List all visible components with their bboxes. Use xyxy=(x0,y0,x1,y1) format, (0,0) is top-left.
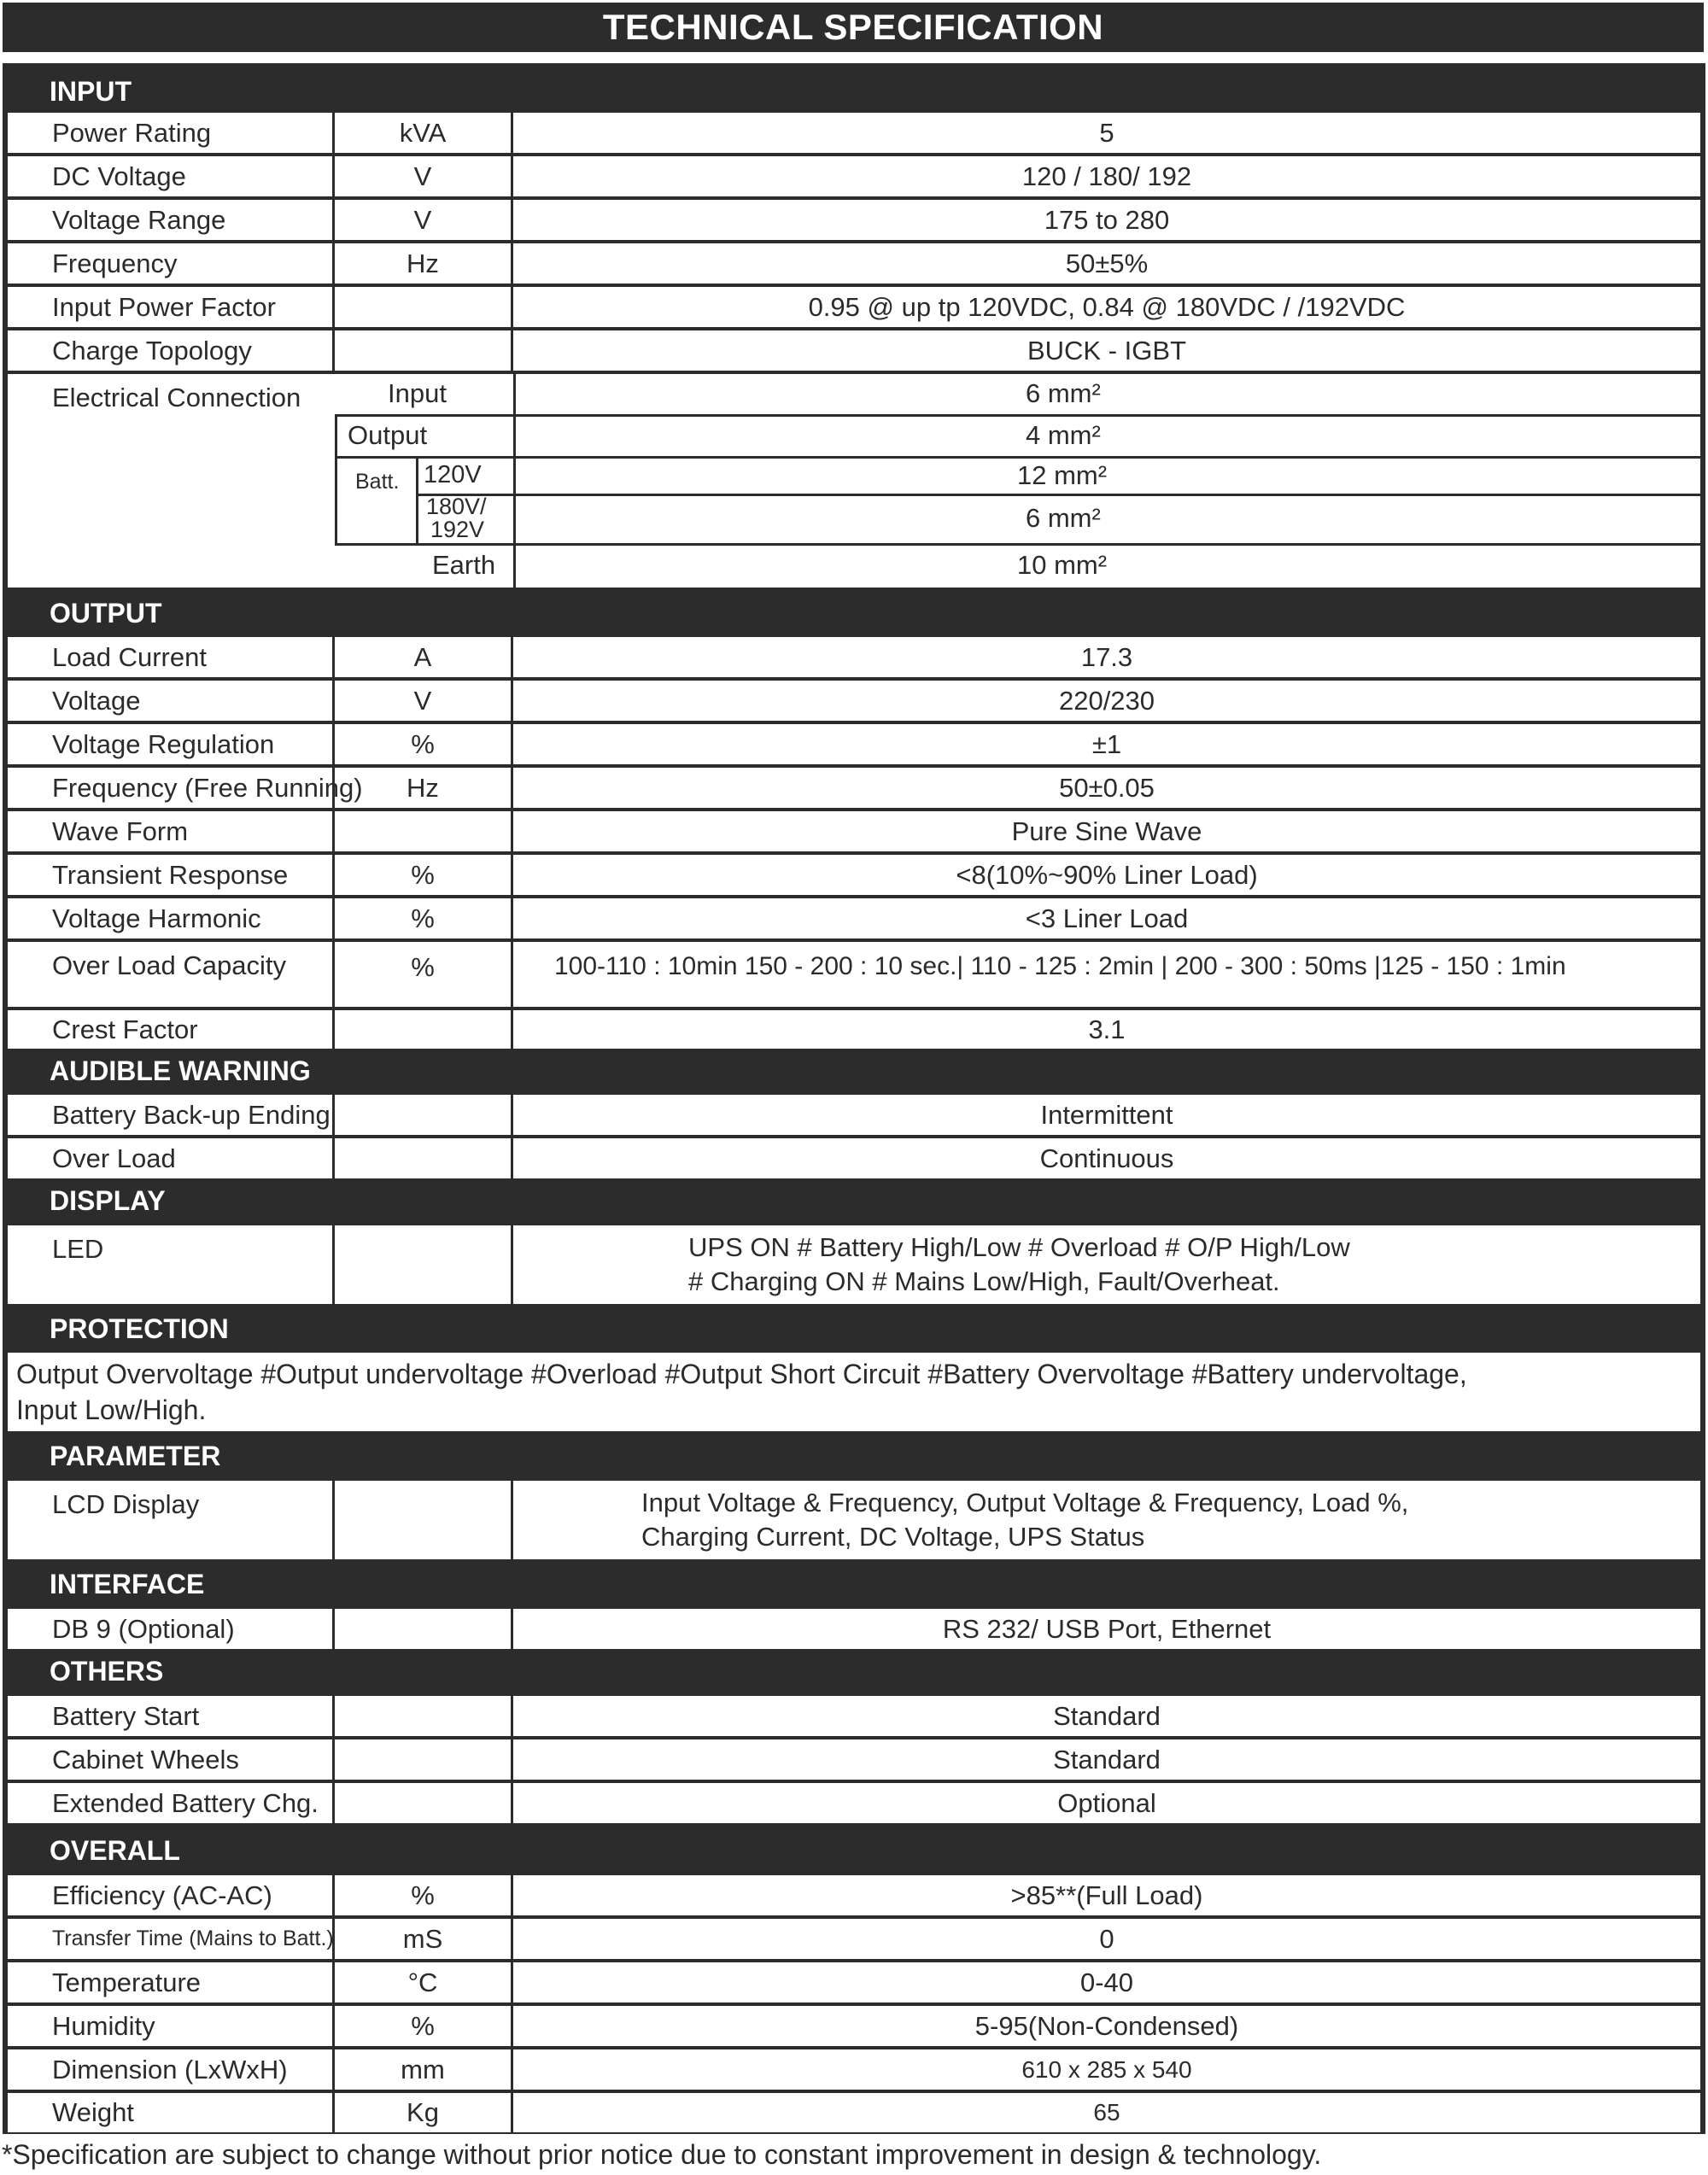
ec-output-label: Output xyxy=(348,420,428,450)
table-row xyxy=(8,1783,1700,1823)
table-row xyxy=(8,942,1700,1007)
param-label: Dimension (LxWxH) xyxy=(8,2049,335,2090)
table-row xyxy=(8,724,1700,764)
param-label: Frequency xyxy=(8,243,335,284)
electrical-connection-block xyxy=(8,374,1700,588)
unit-label: Hz xyxy=(335,243,513,284)
value-label: 100-110 : 10min 150 - 200 : 10 sec.| 110 - 125 : 2min | 200 - 300 : 50ms |125 - 150 : 1min xyxy=(554,952,1566,980)
table-row xyxy=(8,113,1700,153)
value-label: RS 232/ USB Port, Ethernet xyxy=(942,1613,1272,1644)
ec-batt-120-value: 12 mm² xyxy=(1017,460,1108,490)
param-label: Charge Topology xyxy=(8,330,335,371)
value-label: ±1 xyxy=(1091,728,1122,759)
value-label: Intermittent xyxy=(1040,1099,1173,1130)
table-row xyxy=(8,1225,1700,1304)
param-label: Battery Back-up Ending xyxy=(8,1095,335,1135)
unit-label: kVA xyxy=(335,113,513,153)
table-row xyxy=(8,2006,1700,2046)
table-row xyxy=(8,681,1700,721)
table-row xyxy=(8,1010,1700,1049)
table-row xyxy=(8,2093,1700,2132)
ec-input-value: 6 mm² xyxy=(1026,378,1101,408)
unit-label: mS xyxy=(335,1919,513,1959)
unit-label: V xyxy=(335,681,513,721)
param-label: Wave Form xyxy=(8,811,335,851)
unit-label: % xyxy=(335,2006,513,2046)
value-label: 3.1 xyxy=(1088,1014,1126,1044)
param-label: LCD Display xyxy=(8,1481,335,1559)
table-row xyxy=(8,811,1700,851)
divider xyxy=(335,543,513,546)
value-label: 0 xyxy=(1099,1923,1114,1954)
param-label: Voltage Harmonic xyxy=(8,898,335,938)
table-row xyxy=(8,1481,1700,1559)
value-label: 175 to 280 xyxy=(1044,204,1170,235)
display-line-1: UPS ON # Battery High/Low # Overload # O/P High/Low xyxy=(688,1232,1350,1262)
value-label: 50±0.05 xyxy=(1059,772,1155,803)
value-label: 0.95 @ up tp 120VDC, 0.84 @ 180VDC / /192VDC xyxy=(808,291,1406,322)
table-row xyxy=(8,855,1700,895)
table-row xyxy=(8,200,1700,240)
table-row xyxy=(8,1138,1700,1178)
divider xyxy=(516,543,1700,546)
unit-label: mm xyxy=(335,2049,513,2090)
divider xyxy=(335,414,513,417)
param-label: DB 9 (Optional) xyxy=(8,1609,335,1649)
section-header-parameter: PARAMETER xyxy=(50,1440,221,1471)
value-label: BUCK - IGBT xyxy=(1027,335,1186,365)
table-row xyxy=(8,768,1700,808)
section-header-input: INPUT xyxy=(50,75,132,107)
unit-label xyxy=(335,330,513,371)
section-header-display: DISPLAY xyxy=(50,1184,166,1216)
table-row xyxy=(8,1919,1700,1959)
param-label: Voltage Regulation xyxy=(8,724,335,764)
unit-label: °C xyxy=(335,1962,513,2003)
ec-batt-label: Batt. xyxy=(355,470,400,494)
unit-label xyxy=(335,811,513,851)
divider xyxy=(416,459,418,543)
param-label: Load Current xyxy=(8,637,335,677)
protection-row xyxy=(8,1353,1700,1431)
value-label: Pure Sine Wave xyxy=(1011,816,1202,846)
param-label: Cabinet Wheels xyxy=(8,1739,335,1780)
section-header-output: OUTPUT xyxy=(50,597,162,629)
table-row xyxy=(8,156,1700,196)
param-label: Over Load xyxy=(8,1138,335,1178)
value-label: Standard xyxy=(1053,1744,1161,1774)
ec-input-label: Input xyxy=(388,378,447,408)
param-label: Power Rating xyxy=(8,113,335,153)
divider xyxy=(516,494,1700,496)
lcd-line-2: Charging Current, DC Voltage, UPS Status xyxy=(641,1522,1145,1552)
value-label: 220/230 xyxy=(1058,685,1155,716)
unit-label: % xyxy=(335,1875,513,1915)
param-label: Voltage Range xyxy=(8,200,335,240)
ec-earth-label: Earth xyxy=(432,550,496,580)
unit-label xyxy=(335,1095,513,1135)
table-row xyxy=(8,2049,1700,2090)
value-label: >85**(Full Load) xyxy=(1010,1880,1203,1910)
section-header-audible: AUDIBLE WARNING xyxy=(50,1055,311,1086)
value-label: 17.3 xyxy=(1080,641,1133,672)
value-label: <8(10%~90% Liner Load) xyxy=(956,859,1258,890)
param-label: Transfer Time (Mains to Batt.) xyxy=(8,1919,335,1959)
divider xyxy=(335,456,513,459)
unit-label: % xyxy=(335,855,513,895)
unit-label xyxy=(335,1696,513,1736)
unit-label: % xyxy=(335,942,513,1007)
value-label: 120 / 180/ 192 xyxy=(1021,161,1192,191)
section-header-overall: OVERALL xyxy=(50,1834,180,1866)
table-row xyxy=(8,1696,1700,1736)
table-row xyxy=(8,287,1700,327)
unit-label xyxy=(335,1783,513,1823)
value-label: Optional xyxy=(1057,1787,1156,1818)
param-label: Input Power Factor xyxy=(8,287,335,327)
protection-line-1: Output Overvoltage #Output undervoltage #Overload #Output Short Circuit #Battery Overvoltage #Battery undervoltage, xyxy=(16,1359,1467,1389)
ec-batt-180-label-1: 180V/ xyxy=(426,494,487,519)
lcd-line-1: Input Voltage & Frequency, Output Voltage & Frequency, Load %, xyxy=(641,1488,1409,1517)
unit-label: V xyxy=(335,200,513,240)
ec-earth-value: 10 mm² xyxy=(1017,550,1108,580)
unit-label: A xyxy=(335,637,513,677)
unit-label xyxy=(335,1225,513,1304)
param-label: Humidity xyxy=(8,2006,335,2046)
table-row xyxy=(8,1739,1700,1780)
section-header-interface: INTERFACE xyxy=(50,1568,205,1599)
ec-batt-120-label: 120V xyxy=(424,461,482,488)
value-label: 50±5% xyxy=(1065,248,1149,278)
unit-label xyxy=(335,1481,513,1559)
unit-label: V xyxy=(335,156,513,196)
display-line-2: # Charging ON # Mains Low/High, Fault/Overheat. xyxy=(688,1266,1280,1296)
unit-label: Kg xyxy=(335,2093,513,2132)
table-row xyxy=(8,637,1700,677)
protection-text xyxy=(16,1353,1467,1431)
divider xyxy=(516,456,1700,459)
value-label: 65 xyxy=(1093,2099,1120,2125)
protection-line-2: Input Low/High. xyxy=(16,1394,207,1425)
unit-label: Hz xyxy=(335,768,513,808)
param-label: LED xyxy=(8,1225,335,1304)
value-label: 5-95(Non-Condensed) xyxy=(974,2010,1239,2041)
unit-label xyxy=(335,1010,513,1049)
value-label: 0-40 xyxy=(1079,1967,1134,1997)
param-label: Battery Start xyxy=(8,1696,335,1736)
param-label: Efficiency (AC-AC) xyxy=(8,1875,335,1915)
ec-batt-180-label-2: 192V xyxy=(430,517,485,542)
value-label: 5 xyxy=(1099,117,1114,148)
param-label: Extended Battery Chg. xyxy=(8,1783,335,1823)
unit-label xyxy=(335,1138,513,1178)
table-row xyxy=(8,330,1700,371)
value-label: Standard xyxy=(1053,1700,1161,1731)
section-header-others: OTHERS xyxy=(50,1655,164,1687)
unit-label: % xyxy=(335,724,513,764)
param-label: Crest Factor xyxy=(8,1010,335,1049)
value-label: <3 Liner Load xyxy=(1025,903,1189,933)
param-label: Electrical Connection xyxy=(52,383,301,412)
ec-output-value: 4 mm² xyxy=(1026,420,1101,450)
value-label xyxy=(513,1225,1700,1304)
value-label: Continuous xyxy=(1039,1143,1174,1173)
param-label: Voltage xyxy=(8,681,335,721)
unit-label xyxy=(335,287,513,327)
divider xyxy=(516,414,1700,417)
value-label: 610 x 285 x 540 xyxy=(1021,2055,1192,2083)
table-row xyxy=(8,1609,1700,1649)
footnote: *Specification are subject to change without prior notice due to constant improvement in design & technology. xyxy=(2,2139,1322,2170)
table-row xyxy=(8,1962,1700,2003)
unit-label xyxy=(335,1609,513,1649)
param-label: DC Voltage xyxy=(8,156,335,196)
ec-batt-180-value: 6 mm² xyxy=(1026,503,1101,533)
table-row xyxy=(8,1875,1700,1915)
param-label: Weight xyxy=(8,2093,335,2132)
value-label xyxy=(513,1481,1700,1559)
page-title: TECHNICAL SPECIFICATION xyxy=(3,3,1704,52)
table-row xyxy=(8,1095,1700,1135)
divider xyxy=(513,374,516,588)
unit-label: % xyxy=(335,898,513,938)
param-label: Transient Response xyxy=(8,855,335,895)
divider xyxy=(335,414,337,543)
unit-label xyxy=(335,1739,513,1780)
param-label: Frequency (Free Running) xyxy=(8,768,335,808)
table-row xyxy=(8,243,1700,284)
param-label: Over Load Capacity xyxy=(8,942,335,1007)
param-label: Temperature xyxy=(8,1962,335,2003)
section-header-protection: PROTECTION xyxy=(50,1313,229,1344)
table-row xyxy=(8,898,1700,938)
